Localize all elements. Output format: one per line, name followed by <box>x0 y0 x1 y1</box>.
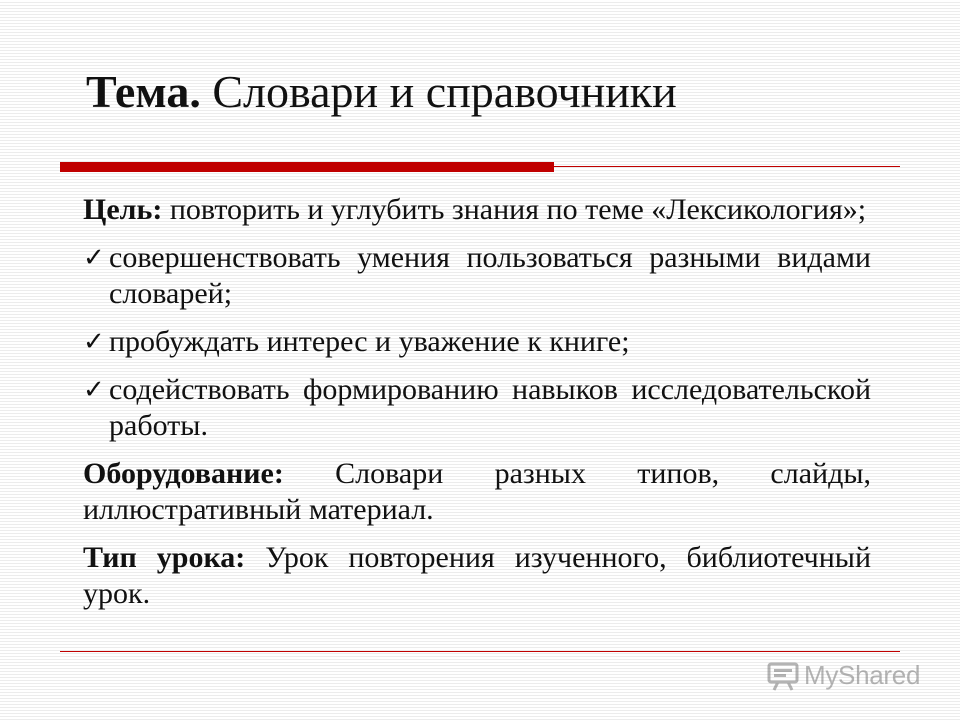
slide-content <box>83 192 871 624</box>
goal-paragraph <box>83 192 871 228</box>
title-bold: Тема. <box>86 66 201 117</box>
presentation-icon <box>766 658 800 692</box>
bullet-text: пробуждать интерес и уважение к книге; <box>109 325 630 358</box>
title-text: Словари и справочники <box>200 66 677 117</box>
goal-text: повторить и углубить знания по теме «Лексикология»; <box>162 193 867 226</box>
accent-bar <box>60 162 554 172</box>
bullet-item <box>83 240 871 312</box>
lesson-type-paragraph <box>83 540 871 612</box>
checkmark-icon: ✓ <box>83 327 105 356</box>
checkmark-icon: ✓ <box>83 243 105 272</box>
lesson-type-text: Урок повторения изученного, библиотечный урок. <box>83 541 872 610</box>
bullet-text: совершенствовать умения пользоваться разными видами словарей; <box>109 241 871 310</box>
slide-title <box>86 64 677 120</box>
watermark-text: MyShared <box>804 659 921 690</box>
goal-label: Цель: <box>83 193 163 226</box>
bullet-text: содействовать формированию навыков исследовательской работы. <box>109 373 871 442</box>
equipment-label: Оборудование: <box>83 457 284 490</box>
bullet-item <box>83 324 871 360</box>
lesson-type-label: Тип урока: <box>83 541 246 574</box>
watermark <box>766 656 920 694</box>
equipment-text: Словари разных типов, слайды, иллюстративный материал. <box>83 457 871 526</box>
footer-line <box>60 651 900 652</box>
bullet-item <box>83 372 871 444</box>
checkmark-icon: ✓ <box>83 375 105 404</box>
equipment-paragraph <box>83 456 871 528</box>
